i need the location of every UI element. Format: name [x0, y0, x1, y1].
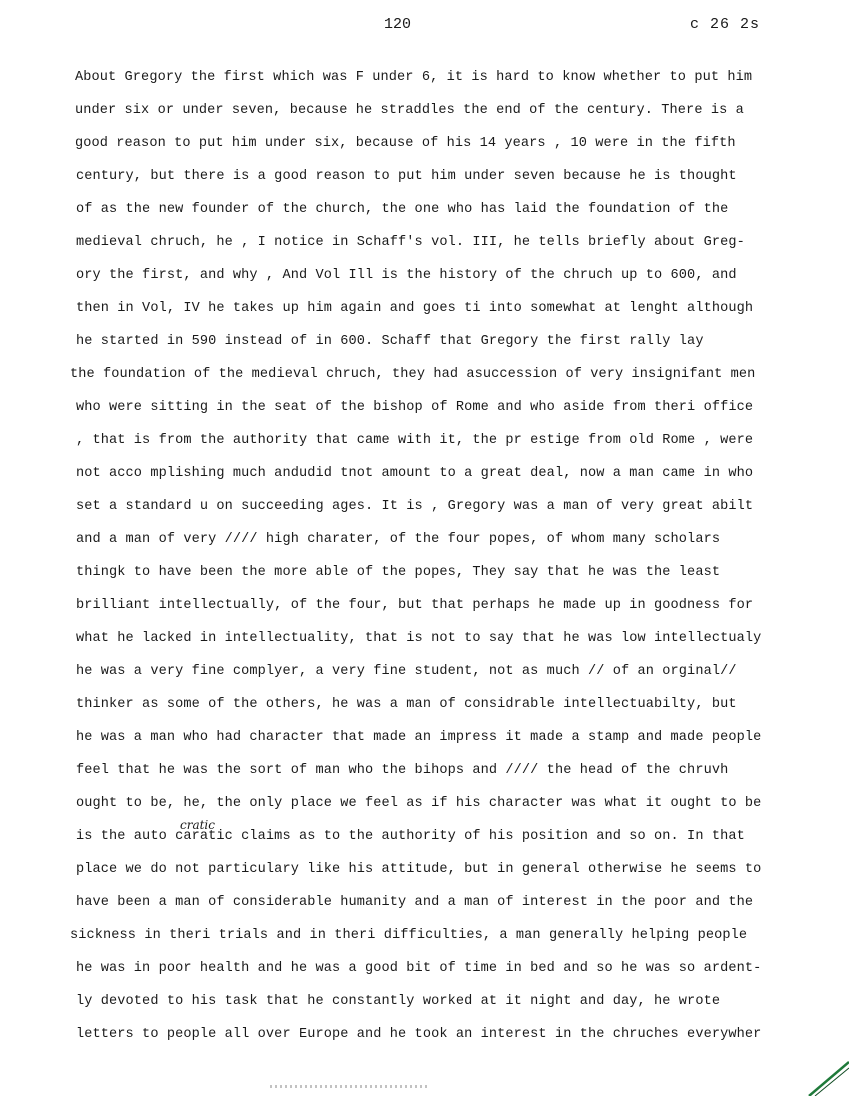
text-line: who were sitting in the seat of the bishop of Rome and who aside from theri office	[76, 400, 754, 415]
text-line: , that is from the authority that came with it, the pr estige from old Rome , were	[76, 433, 754, 448]
text-line: ought to be, he, the only place we feel as if his character was what it ought to be	[76, 796, 762, 811]
text-line: thinker as some of the others, he was a man of considrable intellectuabilty, but	[76, 697, 737, 712]
text-line: century, but there is a good reason to put him under seven because he is thought	[76, 169, 737, 184]
text-line: brilliant intellectually, of the four, but that perhaps he made up in goodness for	[76, 598, 754, 613]
reference-code: c 26 2s	[690, 16, 761, 33]
text-line: the foundation of the medieval chruch, they had asuccession of very insignifant men	[70, 367, 756, 382]
text-line: About Gregory the first which was F under 6, it is hard to know whether to put him	[75, 70, 753, 85]
text-line: is the auto caratic claims as to the authority of his position and so on. In that	[76, 829, 745, 844]
text-line: place we do not particulary like his attitude, but in general otherwise he seems to	[76, 862, 762, 877]
text-line: good reason to put him under six, because of his 14 years , 10 were in the fifth	[75, 136, 736, 151]
text-line: he was in poor health and he was a good bit of time in bed and so he was so ardent-	[76, 961, 762, 976]
text-line: set a standard u on succeeding ages. It is , Gregory was a man of very great abilt	[76, 499, 754, 514]
scan-smudge	[270, 1085, 430, 1088]
text-line: and a man of very //// high charater, of the four popes, of whom many scholars	[76, 532, 721, 547]
text-line: feel that he was the sort of man who the bihops and //// the head of the chruvh	[76, 763, 729, 778]
text-line: sickness in theri trials and in theri difficulties, a man generally helping people	[70, 928, 748, 943]
text-line: he was a man who had character that made an impress it made a stamp and made people	[76, 730, 762, 745]
text-line: he started in 590 instead of in 600. Schaff that Gregory the first rally lay	[76, 334, 704, 349]
text-line: he was a very fine complyer, a very fine student, not as much // of an orginal//	[76, 664, 737, 679]
text-line: ory the first, and why , And Vol Ill is the history of the chruch up to 600, and	[76, 268, 737, 283]
handwritten-correction: cratic	[180, 818, 215, 832]
text-line: have been a man of considerable humanity and a man of interest in the poor and the	[76, 895, 754, 910]
text-line: not acco mplishing much andudid tnot amount to a great deal, now a man came in who	[76, 466, 754, 481]
text-line: thingk to have been the more able of the popes, They say that he was the least	[76, 565, 721, 580]
page-number: 120	[384, 16, 412, 33]
text-line: of as the new founder of the church, the one who has laid the foundation of the	[76, 202, 729, 217]
text-line: letters to people all over Europe and he took an interest in the chruches everywher	[76, 1027, 762, 1042]
corner-pen-stroke	[799, 1056, 849, 1096]
text-line: what he lacked in intellectuality, that is not to say that he was low intellectualy	[76, 631, 762, 646]
text-line: medieval chruch, he , I notice in Schaff's vol. III, he tells briefly about Greg-	[76, 235, 745, 250]
text-line: under six or under seven, because he straddles the end of the century. There is a	[75, 103, 744, 118]
text-line: ly devoted to his task that he constantly worked at it night and day, he wrote	[76, 994, 721, 1009]
text-line: then in Vol, IV he takes up him again and goes ti into somewhat at lenght although	[76, 301, 754, 316]
